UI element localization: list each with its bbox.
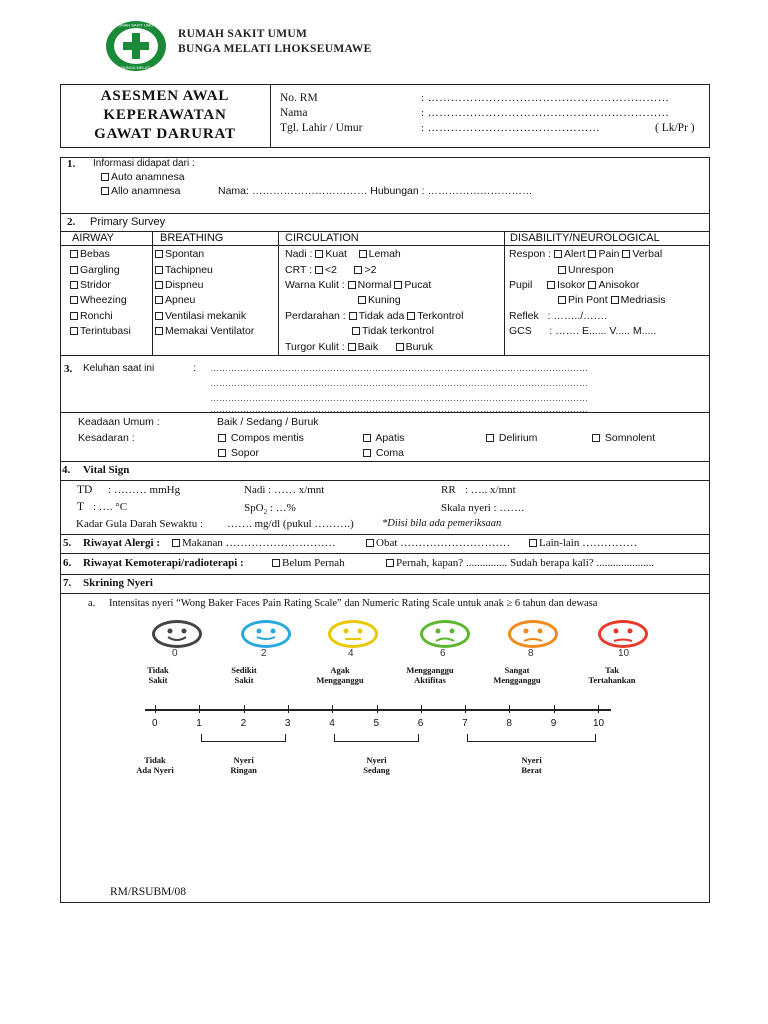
circ-turgor: Turgor Kulit : Baik Buruk <box>285 341 434 353</box>
kes-somnolent[interactable]: Somnolent <box>592 432 655 444</box>
col-divider <box>152 231 153 355</box>
divider <box>60 461 710 462</box>
s7-sub-number: a. <box>88 598 96 609</box>
hospital-logo <box>104 20 168 72</box>
pain-face-number: 0 <box>172 648 178 659</box>
checkbox[interactable] <box>70 312 78 320</box>
checkbox[interactable] <box>622 250 630 258</box>
checkbox[interactable] <box>358 296 366 304</box>
pain-range-label-line: Tidak <box>144 755 166 765</box>
rm-field[interactable]: : ……………………………………………………… <box>421 92 670 104</box>
kemo-belum[interactable]: Belum Pernah <box>272 557 345 569</box>
vs-t-field[interactable]: : …. °C <box>93 501 128 513</box>
pain-range-label-line: Nyeri <box>521 755 542 765</box>
scale-tick <box>554 705 555 713</box>
kesadaran-label: Kesadaran : <box>78 432 135 444</box>
airway-option[interactable] <box>70 310 113 322</box>
breathing-option-label: Memakai Ventilator <box>165 325 255 337</box>
pain-face-label-line: Tak <box>605 665 619 675</box>
s3-line[interactable]: ……………………………………………………………………………………………………………… <box>210 363 588 373</box>
checkbox[interactable] <box>588 281 596 289</box>
breathing-option-label: Ventilasi mekanik <box>165 310 247 322</box>
kes-compos[interactable]: Compos mentis <box>218 432 304 444</box>
s4-title: Vital Sign <box>83 464 130 476</box>
scale-number: 5 <box>373 718 380 729</box>
circ-crt: CRT : <2 >2 <box>285 264 377 276</box>
airway-option-label: Terintubasi <box>80 325 131 337</box>
circ-perdarahan: Perdarahan : Tidak ada Terkontrol <box>285 310 464 322</box>
pain-range-label <box>209 755 279 775</box>
checkbox[interactable] <box>70 250 78 258</box>
checkbox[interactable] <box>155 296 163 304</box>
allergy-makanan[interactable]: Makanan ………………………… <box>172 537 336 549</box>
pain-face-label-line: Sangat <box>504 665 530 675</box>
breathing-option[interactable] <box>155 310 246 322</box>
checkbox[interactable] <box>155 250 163 258</box>
checkbox[interactable] <box>349 312 357 320</box>
s7-number: 7. <box>63 577 72 589</box>
kes-apatis[interactable]: Apatis <box>363 432 405 444</box>
checkbox[interactable] <box>611 296 619 304</box>
checkbox[interactable] <box>588 250 596 258</box>
dis-gcs: GCS : ……. E...... V..... M..... <box>509 325 657 337</box>
checkbox[interactable] <box>155 312 163 320</box>
s3-line[interactable]: ……………………………………………………………………………………………………………… <box>210 393 588 403</box>
scale-number: 0 <box>152 718 158 729</box>
vs-td-label: TD <box>77 484 93 496</box>
pain-face-icon <box>152 620 202 648</box>
scale-tick <box>244 705 245 713</box>
checkbox[interactable] <box>315 250 323 258</box>
s3-number: 3. <box>64 363 73 375</box>
range-bracket <box>201 734 286 742</box>
pain-range-label-line: Ringan <box>230 765 257 775</box>
scale-number: 6 <box>417 718 424 729</box>
checkbox[interactable] <box>315 266 323 274</box>
divider <box>60 412 710 413</box>
divider <box>60 213 710 214</box>
vs-skala-field[interactable]: Skala nyeri : ……. <box>441 502 525 514</box>
s3-title: Keluhan saat ini <box>83 363 155 374</box>
circ-tidak-terkontrol: Tidak terkontrol <box>352 325 434 337</box>
pain-range-label <box>120 755 190 775</box>
checkbox[interactable] <box>558 266 566 274</box>
pain-range-label-line: Nyeri <box>366 755 387 765</box>
pain-face-number: 2 <box>261 648 267 659</box>
checkbox[interactable] <box>70 266 78 274</box>
pain-face-number: 10 <box>618 648 630 659</box>
airway-option[interactable] <box>70 294 127 306</box>
pain-face-label <box>395 665 465 685</box>
scale-tick <box>155 705 156 713</box>
checkbox[interactable] <box>70 327 78 335</box>
airway-option-label: Gargling <box>80 264 120 276</box>
checkbox[interactable] <box>218 434 226 442</box>
checkbox[interactable] <box>348 343 356 351</box>
dis-reflek: Reflek : ……../……. <box>509 310 608 322</box>
checkbox[interactable] <box>348 281 356 289</box>
s2-number: 2. <box>67 216 76 228</box>
pain-face-label <box>577 665 647 685</box>
pain-face-icon <box>598 620 648 648</box>
pain-face-label-line: Aktifitas <box>414 675 446 685</box>
dis-pupil: Pupil Isokor Anisokor <box>509 279 640 291</box>
s5-title: Riwayat Alergi : <box>83 537 160 549</box>
kes-sopor[interactable]: Sopor <box>218 447 259 459</box>
divider <box>60 480 710 481</box>
col-divider <box>278 231 279 355</box>
scale-number: 10 <box>593 718 605 729</box>
breathing-option-label: Apneu <box>165 294 196 306</box>
scale-number: 1 <box>196 718 202 729</box>
rm-label: No. RM <box>280 92 318 104</box>
pain-face-label-line: Agak <box>330 665 350 675</box>
name-label: Nama <box>280 107 308 119</box>
range-bracket <box>334 734 419 742</box>
checkbox[interactable] <box>359 250 367 258</box>
circ-nadi: Nadi : Kuat Lemah <box>285 248 401 260</box>
airway-option-label: Stridor <box>80 279 111 291</box>
form-title: ASESMEN AWAL KEPERAWATAN GAWAT DARURAT <box>60 84 271 148</box>
pain-face-label-line: Mengganggu <box>493 675 541 685</box>
scale-number: 7 <box>462 718 468 729</box>
vs-kgd-field[interactable]: ……. mg/dl (pukul ……….) <box>227 518 354 530</box>
dis-respon: Respon : Alert Pain Verbal <box>509 248 663 260</box>
pain-face-icon <box>420 620 470 648</box>
pain-face-icon <box>328 620 378 648</box>
checkbox[interactable] <box>394 281 402 289</box>
name-field[interactable]: : ……………………………………………………… <box>421 107 670 119</box>
pain-face-label-line: Sakit <box>234 675 254 685</box>
checkbox[interactable] <box>218 449 226 457</box>
hospital-name: RUMAH SAKIT UMUM BUNGA MELATI LHOKSEUMAWE <box>178 28 372 55</box>
vs-nadi-field[interactable]: Nadi : …… x/mnt <box>244 484 325 496</box>
checkbox[interactable] <box>70 281 78 289</box>
pain-face-label <box>209 665 279 685</box>
breathing-option-label: Tachipneu <box>165 264 213 276</box>
airway-option-label: Ronchi <box>80 310 113 322</box>
checkbox[interactable] <box>547 281 555 289</box>
airway-option-label: Wheezing <box>80 294 127 306</box>
scale-number: 4 <box>329 718 335 729</box>
range-bracket <box>467 734 596 742</box>
s1-number: 1. <box>67 158 76 170</box>
breathing-option[interactable] <box>155 248 204 260</box>
vs-spo2-field[interactable]: SpO$_2$ : …% <box>244 502 296 517</box>
divider <box>60 553 710 554</box>
s1-name-relation-field[interactable]: Nama: …………………………… Hubungan : ………………………… <box>218 185 533 197</box>
circ-warna: Warna Kulit : Normal Pucat <box>285 279 432 291</box>
keadaan-value[interactable]: Baik / Sedang / Buruk <box>217 416 319 428</box>
checkbox[interactable] <box>558 296 566 304</box>
s1-auto-option[interactable]: Auto anamnesa <box>101 171 185 183</box>
s3-line[interactable]: ……………………………………………………………………………………………………………… <box>210 404 588 414</box>
checkbox[interactable] <box>70 296 78 304</box>
scale-tick <box>199 705 200 713</box>
pain-range-label-line: Berat <box>521 765 542 775</box>
dob-label: Tgl. Lahir / Umur <box>280 122 363 134</box>
pain-face-label-line: Mengganggu <box>406 665 454 675</box>
col-airway: AIRWAY <box>72 232 114 244</box>
pain-range-label <box>342 755 412 775</box>
pain-range-label <box>497 755 567 775</box>
pain-face-label <box>482 665 552 685</box>
airway-option[interactable] <box>70 279 111 291</box>
divider <box>60 534 710 535</box>
airway-option-label: Bebas <box>80 248 110 260</box>
s6-number: 6. <box>63 557 72 569</box>
pain-face-number: 6 <box>440 648 446 659</box>
vs-rr-field[interactable]: : ….. x/mnt <box>465 484 516 496</box>
pain-face-label <box>123 665 193 685</box>
breathing-option[interactable] <box>155 294 195 306</box>
pain-face-number: 8 <box>528 648 534 659</box>
pain-face-label-line: Tidak <box>147 665 169 675</box>
divider <box>60 355 710 356</box>
col-disability: DISABILITY/NEUROLOGICAL <box>510 232 660 244</box>
s1-allo-option[interactable]: Allo anamnesa <box>101 185 180 197</box>
checkbox[interactable] <box>529 539 537 547</box>
checkbox[interactable] <box>592 434 600 442</box>
airway-option[interactable] <box>70 264 120 276</box>
kes-coma[interactable]: Coma <box>363 447 404 459</box>
checkbox[interactable] <box>386 559 394 567</box>
checkbox[interactable] <box>554 250 562 258</box>
checkbox[interactable] <box>155 327 163 335</box>
s7-title: Skrining Nyeri <box>83 577 153 589</box>
breathing-option[interactable] <box>155 325 254 337</box>
s6-title: Riwayat Kemoterapi/radioterapi : <box>83 557 244 569</box>
vs-td-field[interactable]: : ……… mmHg <box>108 484 181 496</box>
circ-kuning: Kuning <box>358 294 401 306</box>
checkbox[interactable] <box>363 434 371 442</box>
checkbox[interactable] <box>101 187 109 195</box>
keadaan-label: Keadaan Umum : <box>78 416 160 428</box>
checkbox[interactable] <box>155 281 163 289</box>
checkbox[interactable] <box>486 434 494 442</box>
dis-unrespon: Unrespon <box>558 264 614 276</box>
checkbox[interactable] <box>272 559 280 567</box>
checkbox[interactable] <box>363 449 371 457</box>
scale-tick <box>288 705 289 713</box>
checkbox[interactable] <box>354 266 362 274</box>
scale-number: 3 <box>284 718 291 729</box>
breathing-option[interactable] <box>155 264 213 276</box>
airway-option[interactable] <box>70 248 110 260</box>
kes-delirium[interactable]: Delirium <box>486 432 537 444</box>
breathing-option[interactable] <box>155 279 204 291</box>
pain-face-icon <box>508 620 558 648</box>
sex-field[interactable]: ( Lk/Pr ) <box>655 122 695 134</box>
scale-tick <box>465 705 466 713</box>
vs-rr-label: RR <box>441 484 456 496</box>
pain-face-label-line: Sakit <box>148 675 168 685</box>
checkbox[interactable] <box>101 173 109 181</box>
divider <box>60 245 710 246</box>
vs-kgd-note: *Diisi bila ada pemeriksaan <box>382 518 502 529</box>
svg-text:RUMAH SAKIT UMUM: RUMAH SAKIT UMUM <box>115 22 157 28</box>
scale-number: 8 <box>506 718 512 729</box>
pain-face-icon <box>241 620 291 648</box>
checkbox[interactable] <box>366 539 374 547</box>
divider <box>60 574 710 575</box>
airway-option[interactable] <box>70 325 131 337</box>
breathing-option-label: Spontan <box>165 248 205 260</box>
checkbox[interactable] <box>396 343 404 351</box>
s4-number: 4. <box>62 464 71 476</box>
numeric-scale-line <box>145 709 611 711</box>
s5-number: 5. <box>63 537 72 549</box>
breathing-option-label: Dispneu <box>165 279 204 291</box>
checkbox[interactable] <box>155 266 163 274</box>
allergy-obat[interactable]: Obat ………………………… <box>366 537 510 549</box>
dob-field[interactable]: : ……………………………………… <box>421 122 601 134</box>
scale-number: 9 <box>550 718 557 729</box>
pain-range-label-line: Ada Nyeri <box>136 765 174 775</box>
vs-t-label: T <box>77 501 85 513</box>
scale-tick <box>332 705 333 713</box>
s2-title: Primary Survey <box>90 216 166 228</box>
s1-title: Informasi didapat dari : <box>93 158 195 169</box>
scale-tick <box>421 705 422 713</box>
pain-range-label-line: Sedang <box>363 765 390 775</box>
allergy-lain[interactable]: Lain-lain …………… <box>529 537 637 549</box>
col-divider <box>504 231 505 355</box>
gcs-field[interactable]: : ……. E...... V..... M..... <box>549 325 657 337</box>
kemo-pernah[interactable]: Pernah, kapan? ............... Sudah berapa kali? ..................... <box>386 557 654 569</box>
svg-text:BUNGA MELATI: BUNGA MELATI <box>121 65 151 70</box>
divider <box>60 593 710 594</box>
scale-tick <box>377 705 378 713</box>
checkbox[interactable] <box>352 327 360 335</box>
s3-line[interactable]: ……………………………………………………………………………………………………………… <box>210 378 588 388</box>
s7-sub-text: Intensitas nyeri “Wong Baker Faces Pain Rating Scale” dan Numeric Rating Scale untuk anak ≥ 6 tahun dan dewasa <box>109 598 598 609</box>
s3-colon: : <box>193 363 196 374</box>
vs-kgd-label: Kadar Gula Darah Sewaktu : <box>76 518 204 530</box>
pain-face-label-line: Tertahankan <box>588 675 636 685</box>
pain-range-label-line: Nyeri <box>233 755 254 765</box>
col-circulation: CIRCULATION <box>285 232 359 244</box>
scale-tick <box>598 705 599 713</box>
pain-face-number: 4 <box>348 648 354 659</box>
pain-face-label <box>305 665 375 685</box>
scale-number: 2 <box>240 718 247 729</box>
form-code: RM/RSUBM/08 <box>110 886 187 898</box>
pain-face-label-line: Sedikit <box>231 665 257 675</box>
dis-pinpoint: Pin Pont Medriasis <box>558 294 666 306</box>
col-breathing: BREATHING <box>160 232 224 244</box>
pain-face-label-line: Mengganggu <box>316 675 364 685</box>
scale-tick <box>509 705 510 713</box>
reflek-field[interactable]: : ……../……. <box>547 310 608 322</box>
checkbox[interactable] <box>407 312 415 320</box>
checkbox[interactable] <box>172 539 180 547</box>
